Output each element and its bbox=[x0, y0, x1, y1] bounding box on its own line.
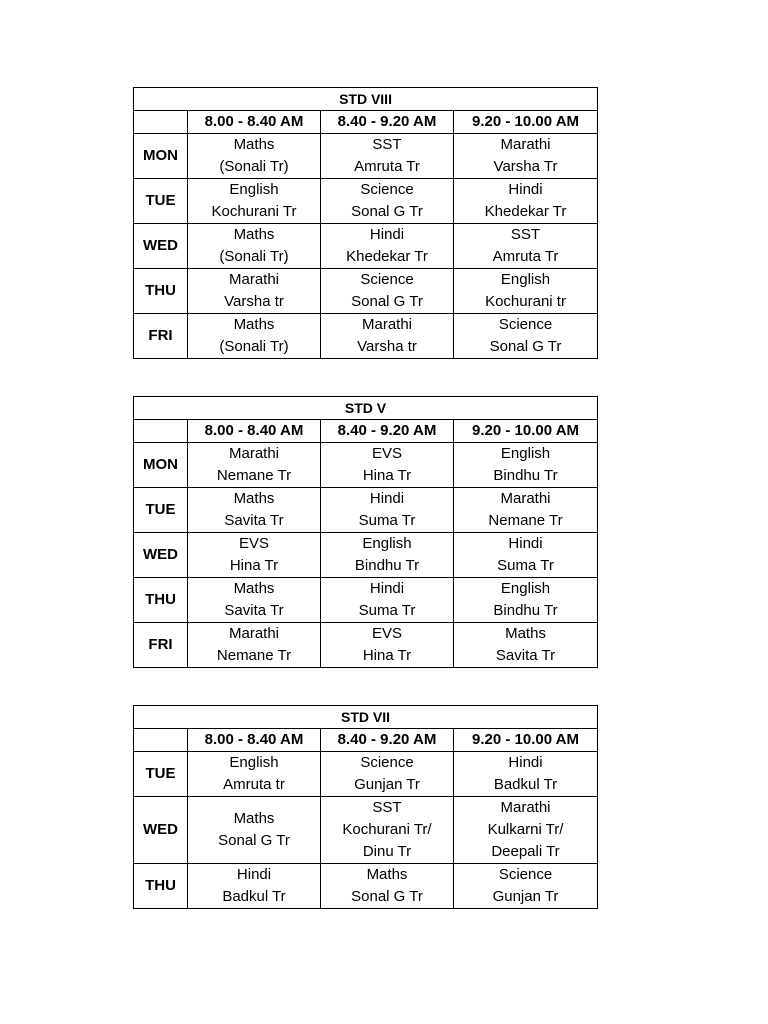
table-row bbox=[134, 797, 598, 864]
subject: Science bbox=[360, 181, 414, 198]
subject: Hindi bbox=[369, 580, 405, 597]
header-period-2: 8.40 - 9.20 AM bbox=[321, 729, 454, 752]
subject: Maths bbox=[505, 625, 546, 642]
subject: English bbox=[362, 535, 412, 552]
day-label: THU bbox=[134, 578, 188, 623]
subject: Marathi bbox=[228, 271, 280, 288]
teacher: Sonal G Tr bbox=[218, 832, 290, 849]
teacher: Gunjan Tr bbox=[492, 888, 559, 905]
teacher: Nemane Tr bbox=[216, 467, 292, 484]
header-period-3: 9.20 - 10.00 AM bbox=[454, 420, 598, 443]
table-row bbox=[134, 578, 598, 623]
period-cell bbox=[454, 314, 598, 359]
teacher: Savita Tr bbox=[495, 647, 556, 664]
teacher: Savita Tr bbox=[224, 512, 284, 529]
header-period-3: 9.20 - 10.00 AM bbox=[454, 729, 598, 752]
table-title: STD VIII bbox=[134, 88, 598, 111]
period-cell bbox=[321, 269, 454, 314]
teacher: Amruta tr bbox=[223, 776, 285, 793]
period-cell bbox=[188, 269, 321, 314]
period-cell bbox=[454, 752, 598, 797]
teacher: (Sonali Tr) bbox=[219, 248, 289, 265]
day-label: MON bbox=[134, 134, 188, 179]
teacher: Amruta Tr bbox=[354, 158, 420, 175]
period-cell bbox=[454, 443, 598, 488]
period-cell bbox=[188, 134, 321, 179]
day-label: THU bbox=[134, 269, 188, 314]
teacher: Gunjan Tr bbox=[354, 776, 420, 793]
period-cell bbox=[454, 623, 598, 668]
teacher: Varsha tr bbox=[357, 338, 417, 355]
teacher: Sonal G Tr bbox=[351, 203, 423, 220]
subject: Marathi bbox=[228, 625, 280, 642]
period-cell bbox=[321, 488, 454, 533]
teacher: Kochurani tr bbox=[485, 293, 566, 310]
subject: Science bbox=[360, 754, 414, 771]
period-cell bbox=[188, 533, 321, 578]
header-period-2: 8.40 - 9.20 AM bbox=[321, 420, 454, 443]
subject: Maths bbox=[233, 226, 275, 243]
teacher: Bindhu Tr bbox=[493, 467, 558, 484]
period-cell bbox=[454, 864, 598, 909]
teacher: Varsha tr bbox=[224, 293, 284, 310]
table-row bbox=[134, 269, 598, 314]
subject: Hindi bbox=[236, 866, 272, 883]
period-cell bbox=[188, 443, 321, 488]
teacher: Bindhu Tr bbox=[493, 602, 558, 619]
subject: SST bbox=[510, 226, 541, 243]
teacher: Savita Tr bbox=[224, 602, 284, 619]
subject: English bbox=[500, 445, 551, 462]
table-row bbox=[134, 864, 598, 909]
header-blank bbox=[134, 729, 188, 752]
teacher: Suma Tr bbox=[358, 602, 416, 619]
period-cell bbox=[321, 864, 454, 909]
subject: Maths bbox=[233, 136, 275, 153]
period-cell bbox=[321, 134, 454, 179]
period-cell bbox=[454, 224, 598, 269]
period-cell bbox=[321, 224, 454, 269]
header-blank bbox=[134, 111, 188, 134]
table-row bbox=[134, 134, 598, 179]
teacher: Hina Tr bbox=[362, 647, 412, 664]
period-cell bbox=[188, 578, 321, 623]
subject: Maths bbox=[233, 580, 275, 597]
subject: EVS bbox=[371, 445, 402, 462]
day-label: FRI bbox=[134, 623, 188, 668]
teacher: Kochurani Tr bbox=[211, 203, 297, 220]
period-cell bbox=[321, 797, 454, 864]
period-cell bbox=[188, 179, 321, 224]
period-cell bbox=[188, 623, 321, 668]
period-cell bbox=[321, 443, 454, 488]
teacher: Hina Tr bbox=[362, 467, 412, 484]
subject: Maths bbox=[233, 316, 275, 333]
subject: Marathi bbox=[500, 490, 551, 507]
teacher: Varsha Tr bbox=[493, 158, 558, 175]
table-row bbox=[134, 623, 598, 668]
teacher: Suma Tr bbox=[497, 557, 554, 574]
table-row bbox=[134, 533, 598, 578]
teacher: Nemane Tr bbox=[216, 647, 292, 664]
subject: Maths bbox=[233, 810, 275, 827]
teacher: Sonal G Tr bbox=[351, 888, 423, 905]
period-cell bbox=[321, 578, 454, 623]
subject: Hindi bbox=[508, 181, 543, 198]
teacher: Nemane Tr bbox=[488, 512, 563, 529]
period-cell bbox=[321, 752, 454, 797]
day-label: TUE bbox=[134, 488, 188, 533]
day-label: MON bbox=[134, 443, 188, 488]
teacher: (Sonali Tr) bbox=[219, 338, 289, 355]
day-label: WED bbox=[134, 533, 188, 578]
header-period-3: 9.20 - 10.00 AM bbox=[454, 111, 598, 134]
teacher-alt: Deepali Tr bbox=[491, 843, 560, 860]
period-cell bbox=[454, 578, 598, 623]
table-row bbox=[134, 179, 598, 224]
period-cell bbox=[321, 623, 454, 668]
teacher-alt: Dinu Tr bbox=[362, 843, 412, 860]
subject: Maths bbox=[233, 490, 275, 507]
subject: English bbox=[500, 271, 551, 288]
subject: Hindi bbox=[369, 226, 405, 243]
subject: Hindi bbox=[369, 490, 405, 507]
period-cell bbox=[188, 797, 321, 864]
period-cell bbox=[188, 488, 321, 533]
subject: Marathi bbox=[361, 316, 413, 333]
subject: Maths bbox=[366, 866, 408, 883]
period-cell bbox=[321, 533, 454, 578]
subject: Science bbox=[360, 271, 414, 288]
day-label: WED bbox=[134, 224, 188, 269]
period-cell bbox=[188, 314, 321, 359]
subject: SST bbox=[372, 799, 402, 816]
teacher: Amruta Tr bbox=[492, 248, 559, 265]
subject: Science bbox=[498, 316, 553, 333]
table-row bbox=[134, 224, 598, 269]
subject: Marathi bbox=[228, 445, 280, 462]
table-title: STD V bbox=[134, 397, 598, 420]
table-row bbox=[134, 488, 598, 533]
subject: EVS bbox=[371, 625, 402, 642]
subject: SST bbox=[372, 136, 402, 153]
day-label: WED bbox=[134, 797, 188, 864]
table-title: STD VII bbox=[134, 706, 598, 729]
header-period-2: 8.40 - 9.20 AM bbox=[321, 111, 454, 134]
period-cell bbox=[454, 533, 598, 578]
header-blank bbox=[134, 420, 188, 443]
subject: Marathi bbox=[500, 799, 551, 816]
subject: Marathi bbox=[500, 136, 551, 153]
subject: English bbox=[500, 580, 551, 597]
period-cell bbox=[454, 179, 598, 224]
timetable-std-v bbox=[133, 396, 598, 668]
period-cell bbox=[321, 314, 454, 359]
teacher: Badkul Tr bbox=[222, 888, 286, 905]
subject: EVS bbox=[238, 535, 269, 552]
table-row bbox=[134, 443, 598, 488]
period-cell bbox=[188, 752, 321, 797]
table-row bbox=[134, 314, 598, 359]
subject: Hindi bbox=[508, 535, 543, 552]
teacher: Sonal G Tr bbox=[351, 293, 423, 310]
timetable-std-vii bbox=[133, 705, 598, 909]
table-row bbox=[134, 752, 598, 797]
header-period-1: 8.00 - 8.40 AM bbox=[188, 111, 321, 134]
day-label: FRI bbox=[134, 314, 188, 359]
timetable-std-viii bbox=[133, 87, 598, 359]
period-cell bbox=[454, 269, 598, 314]
subject: Hindi bbox=[508, 754, 543, 771]
day-label: TUE bbox=[134, 752, 188, 797]
teacher: Suma Tr bbox=[358, 512, 416, 529]
subject: English bbox=[229, 754, 279, 771]
period-cell bbox=[454, 797, 598, 864]
teacher: Hina Tr bbox=[229, 557, 279, 574]
teacher: Kulkarni Tr/ bbox=[487, 821, 564, 838]
period-cell bbox=[454, 488, 598, 533]
header-period-1: 8.00 - 8.40 AM bbox=[188, 420, 321, 443]
period-cell bbox=[188, 224, 321, 269]
teacher: Khedekar Tr bbox=[346, 248, 428, 265]
teacher: Kochurani Tr/ bbox=[342, 821, 432, 838]
subject: English bbox=[229, 181, 279, 198]
teacher: Bindhu Tr bbox=[354, 557, 420, 574]
subject: Science bbox=[498, 866, 553, 883]
teacher: Khedekar Tr bbox=[484, 203, 567, 220]
teacher: Badkul Tr bbox=[493, 776, 558, 793]
period-cell bbox=[188, 864, 321, 909]
period-cell bbox=[321, 179, 454, 224]
header-period-1: 8.00 - 8.40 AM bbox=[188, 729, 321, 752]
day-label: TUE bbox=[134, 179, 188, 224]
day-label: THU bbox=[134, 864, 188, 909]
period-cell bbox=[454, 134, 598, 179]
teacher: Sonal G Tr bbox=[489, 338, 562, 355]
teacher: (Sonali Tr) bbox=[219, 158, 289, 175]
